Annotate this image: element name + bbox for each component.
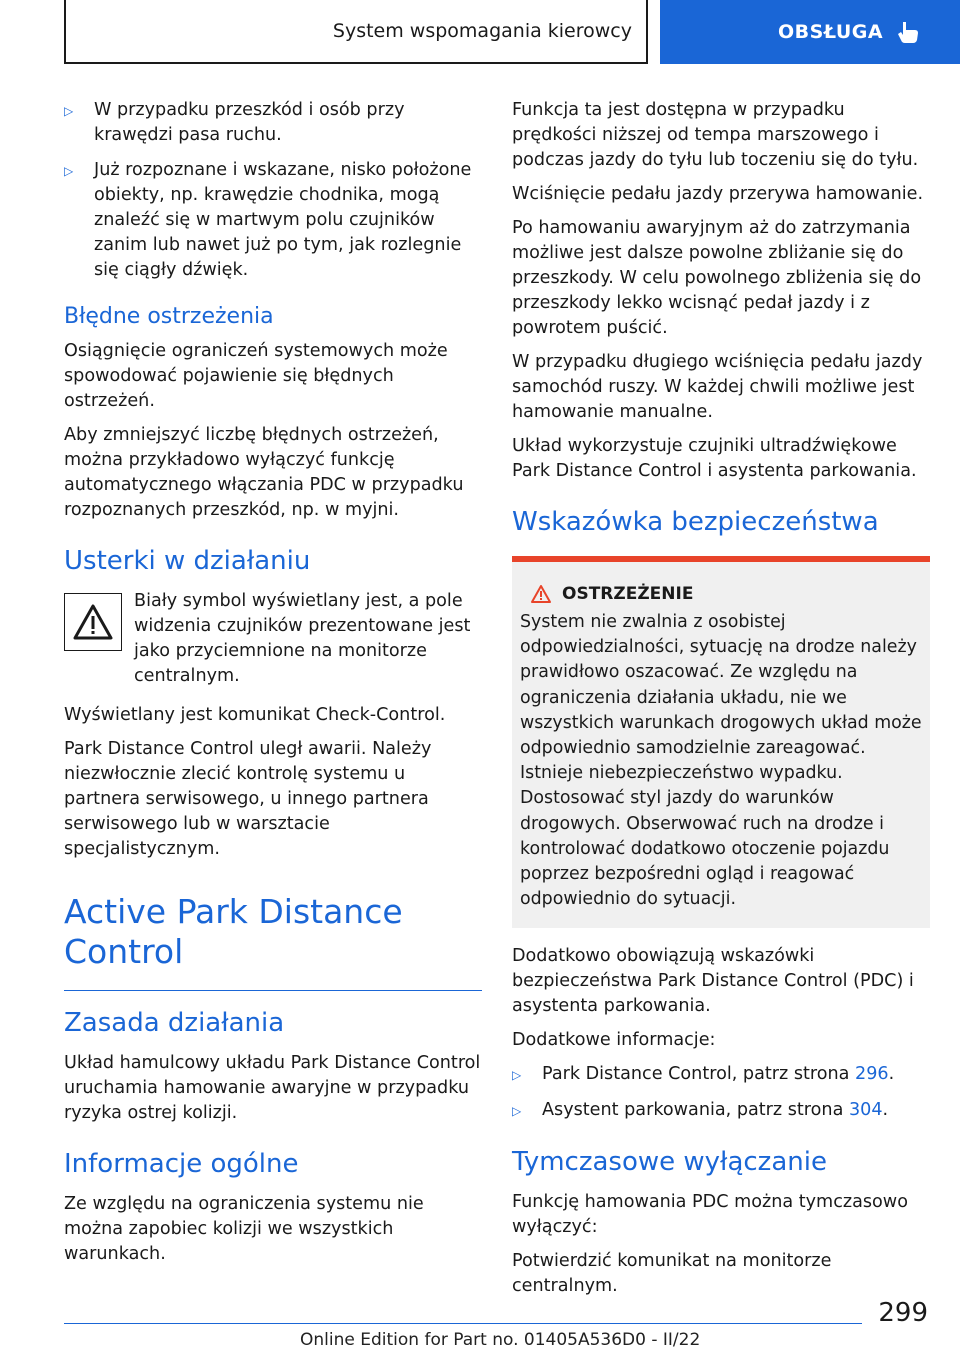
heading-malfunction: Usterki w działaniu bbox=[64, 546, 311, 576]
footer-divider bbox=[64, 1323, 862, 1324]
triangle-bullet-icon: ▷ bbox=[64, 164, 74, 178]
paragraph: W przypadku długiego wciśnięcia pedału jazdy samochód ruszy. W każdej chwili możliwe jest hamowanie manualne. bbox=[512, 352, 923, 422]
paragraph: Aby zmniejszyć liczbę błędnych ostrzeżeń, można przykładowo wyłączyć funkcję automatycznego włączania PDC w przypadku rozpoznanych przeszkód, np. w myjni. bbox=[64, 425, 464, 520]
heading-temporary-off: Tymczasowe wyłączanie bbox=[512, 1147, 827, 1178]
header-section-title bbox=[64, 0, 648, 64]
heading-false-warnings: Błędne ostrzeżenia bbox=[64, 304, 274, 329]
paragraph: Wyświetlany jest komunikat Check-Control. bbox=[64, 705, 446, 725]
warning-text: System nie zwalnia z osobistej odpowiedzialności, sytuację na drodze należy prawidłowo oszacować. Ze względu na ograniczenia działania układu, nie we wszystkich warunkach drogowych układ może odpowiednio samodzielnie zareagować. Istnieje niebezpieczeństwo wypadku. Dostosować styl jazdy do warunków drogowych. Obserwować ruch na drodze i kontrolować dodatkowo otoczenie pojazdu poprzez bezpośredni ogląd i reagować odpowiednio do sytuacji. bbox=[520, 612, 922, 910]
list-item: ▷ Asystent parkowania, patrz strona 304. bbox=[512, 1098, 930, 1124]
heading-safety: Wskazówka bezpieczeństwa bbox=[512, 507, 879, 537]
warning-box-title bbox=[520, 584, 922, 604]
list-item: ▷ W przypadku przeszkód i osób przy krawędzi pasa ruchu. bbox=[64, 98, 482, 148]
malfunction-symbol-row bbox=[64, 589, 482, 689]
footer-edition: Online Edition for Part no. 01405A536D0 - II/22 bbox=[300, 1330, 701, 1350]
paragraph: Osiągnięcie ograniczeń systemowych może spowodować pojawienie się błędnych ostrzeżeń. bbox=[64, 341, 448, 411]
paragraph: Układ wykorzystuje czujniki ultradźwiękowe Park Distance Control i asystenta parkowania. bbox=[512, 436, 917, 481]
paragraph: Potwierdzić komunikat na monitorze centralnym. bbox=[512, 1251, 832, 1297]
paragraph: Ze względu na ograniczenia systemu nie można zapobiec kolizji we wszystkich warunkach. bbox=[64, 1194, 424, 1264]
page-number: 299 bbox=[878, 1298, 928, 1328]
page-link-296[interactable]: 296 bbox=[855, 1064, 889, 1085]
warning-box bbox=[512, 556, 930, 928]
divider bbox=[64, 990, 482, 991]
paragraph: Układ hamulcowy układu Park Distance Control uruchamia hamowanie awaryjne w przypadku ryzyka ostrej kolizji. bbox=[64, 1053, 481, 1123]
header-tab-operation[interactable] bbox=[660, 0, 960, 64]
warning-triangle-icon bbox=[530, 584, 552, 604]
paragraph: Funkcję hamowania PDC można tymczasowo wyłączyć: bbox=[512, 1192, 908, 1238]
paragraph: Funkcja ta jest dostępna w przypadku prędkości niższej od tempa marszowego i podczas jazdy do tyłu lub toczeniu się do tyłu. bbox=[512, 100, 919, 170]
left-column bbox=[64, 98, 482, 1276]
paragraph: Dodatkowo obowiązują wskazówki bezpieczeństwa Park Distance Control (PDC) i asystenta parkowania. bbox=[512, 946, 914, 1017]
paragraph: Dodatkowe informacje: bbox=[512, 1030, 716, 1051]
section-title: System wspomagania kierowcy bbox=[332, 20, 632, 42]
warning-label: OSTRZEŻENIE bbox=[562, 584, 694, 604]
triangle-bullet-icon: ▷ bbox=[512, 1104, 522, 1119]
triangle-bullet-icon: ▷ bbox=[64, 104, 74, 118]
heading-general-info: Informacje ogólne bbox=[64, 1149, 299, 1179]
list-item: ▷ Park Distance Control, patrz strona 296. bbox=[512, 1062, 930, 1088]
heading-principle: Zasada działania bbox=[64, 1008, 285, 1038]
paragraph: Park Distance Control uległ awarii. Należy niezwłocznie zlecić kontrolę systemu u partnera serwisowego, u innego partnera serwisowego lub w warsztacie specjalistycznym. bbox=[64, 739, 432, 859]
paragraph: Po hamowaniu awaryjnym aż do zatrzymania możliwe jest dalsze powolne zbliżanie się do przeszkody. W celu powolnego zbliżenia się do przeszkody lekko wcisnąć pedał jazdy i z powrotem puścić. bbox=[512, 218, 922, 338]
paragraph: Wciśnięcie pedału jazdy przerywa hamowanie. bbox=[512, 184, 924, 204]
malfunction-symbol-text: Biały symbol wyświetlany jest, a pole widzenia czujników prezentowane jest jako przyciemnione na monitorze centralnym. bbox=[134, 591, 471, 686]
heading-active-pdc: Active Park Distance Control bbox=[64, 892, 403, 971]
page-link-304[interactable]: 304 bbox=[848, 1100, 883, 1121]
list-item: ▷ Już rozpoznane i wskazane, nisko położone obiekty, np. krawędzie chodnika, mogą znaleźć się w martwym polu czujników zanim lub nawet już po tym, jak rozlegnie się ciągły dźwięk. bbox=[64, 158, 482, 283]
warning-triangle-icon bbox=[64, 593, 122, 651]
triangle-bullet-icon: ▷ bbox=[512, 1068, 522, 1083]
right-column bbox=[512, 98, 930, 1308]
pointing-hand-icon bbox=[897, 20, 919, 44]
tab-label: OBSŁUGA bbox=[778, 21, 884, 43]
